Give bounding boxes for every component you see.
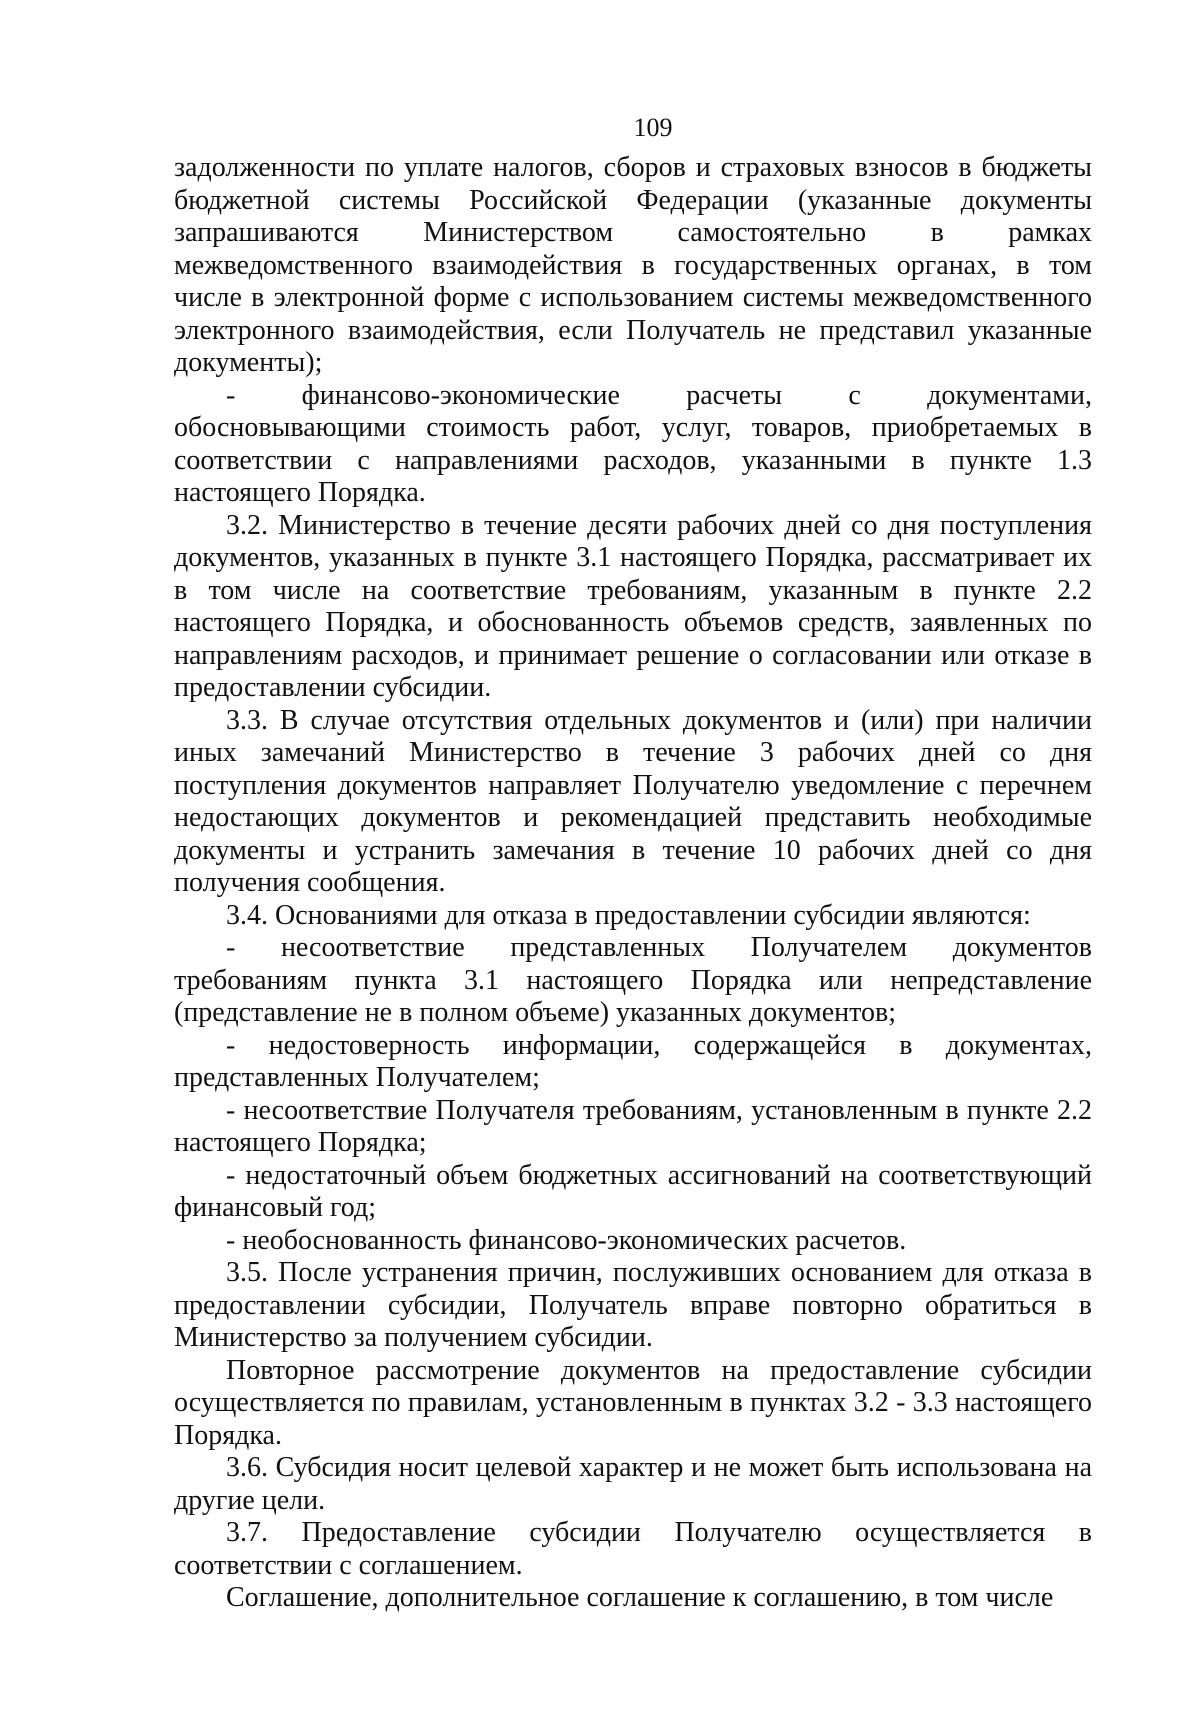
body-text — [174, 152, 1092, 1615]
page-number: 109 — [633, 113, 673, 142]
paragraph: 3.2. Министерство в течение десяти рабочих дней со дня поступления документов, указанных в пункте 3.1 настоящего Порядка, рассматривает их в том числе на соответствие требованиям, указанным в пункте 2.2 настоящего Порядка, и обоснованность объемов средств, заявленных по направлениям расходов, и принимает решение о согласовании или отказе в предоставлении субсидии. — [174, 509, 1092, 703]
paragraph: 3.4. Основаниями для отказа в предоставлении субсидии являются: — [226, 899, 1031, 931]
paragraph: 3.7. Предоставление субсидии Получателю осуществляется в соответствии с соглашением. — [174, 1517, 1092, 1581]
paragraph: задолженности по уплате налогов, сборов и страховых взносов в бюджеты бюджетной системы Российской Федерации (указанные документы запрашиваются Министерством самостоятельно в рамках межведомственного взаимодействия в государственных органах, в том числе в электронной форме с использованием системы межведомственного электронного взаимодействия, если Получатель не представил указанные документы); — [174, 152, 1092, 378]
paragraph: 3.6. Субсидия носит целевой характер и не может быть использована на другие цели. — [174, 1452, 1092, 1516]
paragraph: Повторное рассмотрение документов на предоставление субсидии осуществляется по правилам, установленным в пунктах 3.2 - 3.3 настоящего Порядка. — [174, 1354, 1092, 1451]
paragraph: - недостаточный объем бюджетных ассигнований на соответствующий финансовый год; — [174, 1159, 1092, 1223]
paragraph: 3.3. В случае отсутствия отдельных документов и (или) при наличии иных замечаний Министерство в течение 3 рабочих дней со дня поступления документов направляет Получателю уведомление с перечнем недостающих документов и рекомендацией представить необходимые документы и устранить замечания в течение 10 рабочих дней со дня получения сообщения. — [174, 704, 1092, 898]
paragraph: - необоснованность финансово-экономических расчетов. — [226, 1224, 907, 1256]
paragraph: 3.5. После устранения причин, послуживших основанием для отказа в предоставлении субсидии, Получатель вправе повторно обратиться в Министерство за получением субсидии. — [174, 1257, 1092, 1353]
paragraph: - финансово-экономические расчеты с документами, обосновывающими стоимость работ, услуг, товаров, приобретаемых в соответствии с направлениями расходов, указанными в пункте 1.3 настоящего Порядка. — [174, 379, 1092, 508]
paragraph: - недостоверность информации, содержащейся в документах, представленных Получателем; — [174, 1029, 1092, 1093]
paragraph: - несоответствие Получателя требованиям, установленным в пункте 2.2 настоящего Порядка; — [174, 1094, 1092, 1158]
paragraph: - несоответствие представленных Получателем документов требованиям пункта 3.1 настоящего Порядка или непредставление (представление не в полном объеме) указанных документов; — [174, 932, 1092, 1028]
paragraph: Соглашение, дополнительное соглашение к соглашению, в том числе — [226, 1582, 1054, 1613]
